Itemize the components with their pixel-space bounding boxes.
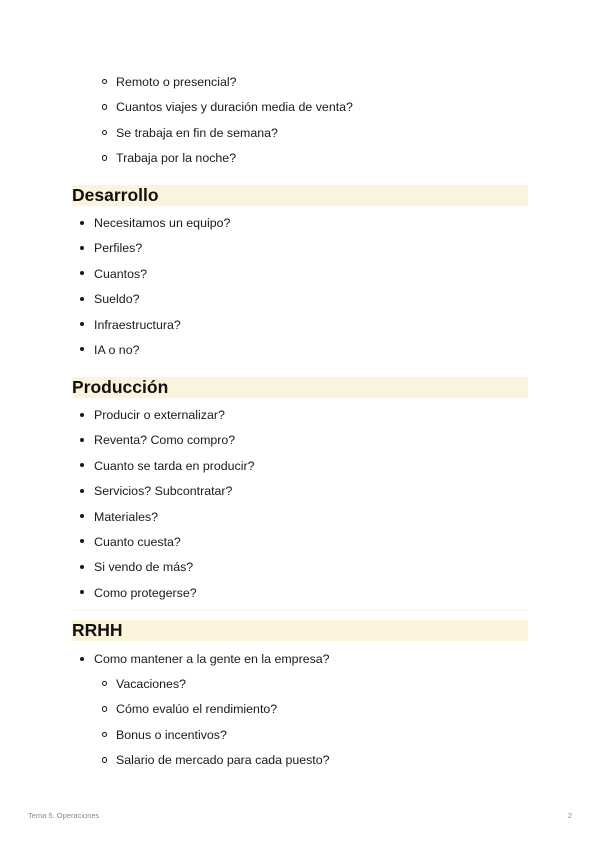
list-item-text: Cuantos? bbox=[94, 266, 148, 281]
top-sublist bbox=[102, 73, 353, 175]
disc-bullet-icon bbox=[80, 246, 84, 250]
section-heading-produccion: Producción bbox=[72, 377, 528, 398]
list-item-text: Si vendo de más? bbox=[94, 560, 194, 575]
circle-bullet-icon bbox=[102, 104, 107, 109]
list-item bbox=[80, 341, 230, 366]
list-item bbox=[80, 558, 255, 583]
footer-page-number: 2 bbox=[567, 811, 572, 820]
list-item bbox=[80, 239, 230, 264]
list-item bbox=[80, 316, 230, 341]
disc-bullet-icon bbox=[80, 221, 84, 225]
list-item-text: Salario de mercado para cada puesto? bbox=[116, 753, 330, 768]
list-item-text: Infraestructura? bbox=[94, 317, 181, 332]
footer-document-title: Tema 5. Operaciones bbox=[28, 811, 100, 820]
rrhh-sublist bbox=[102, 675, 330, 777]
list-item-text: Necesitamos un equipo? bbox=[94, 216, 231, 230]
circle-bullet-icon bbox=[102, 732, 107, 737]
list-item-text: IA o no? bbox=[94, 342, 140, 357]
list-item-text: Sueldo? bbox=[94, 292, 140, 307]
disc-bullet-icon bbox=[80, 347, 84, 351]
list-item bbox=[102, 149, 353, 174]
disc-bullet-icon bbox=[80, 514, 84, 518]
list-item bbox=[80, 265, 230, 290]
desarrollo-list bbox=[80, 214, 230, 366]
section-heading-desarrollo: Desarrollo bbox=[72, 185, 528, 206]
list-item bbox=[80, 584, 255, 609]
list-item bbox=[102, 675, 330, 700]
list-item bbox=[80, 508, 255, 533]
list-item bbox=[80, 431, 255, 456]
disc-bullet-icon bbox=[80, 297, 84, 301]
list-item bbox=[102, 726, 330, 751]
list-item bbox=[102, 73, 353, 98]
list-item-text: Como protegerse? bbox=[94, 585, 197, 600]
disc-bullet-icon bbox=[80, 489, 84, 493]
list-item bbox=[80, 650, 330, 675]
disc-bullet-icon bbox=[80, 438, 84, 442]
produccion-list bbox=[80, 406, 255, 609]
disc-bullet-icon bbox=[80, 565, 84, 569]
list-item-text: Cómo evalúo el rendimiento? bbox=[116, 702, 278, 717]
list-item bbox=[102, 98, 353, 123]
circle-bullet-icon bbox=[102, 706, 107, 711]
list-item-text: Vacaciones? bbox=[116, 677, 187, 691]
list-item bbox=[80, 533, 255, 558]
circle-bullet-icon bbox=[102, 155, 107, 160]
list-item bbox=[102, 124, 353, 149]
list-item bbox=[80, 406, 255, 431]
disc-bullet-icon bbox=[80, 271, 84, 275]
list-item-text: Producir o externalizar? bbox=[94, 408, 225, 422]
list-item-text: Cuantos viajes y duración media de venta? bbox=[116, 100, 353, 115]
list-item-text: Cuanto se tarda en producir? bbox=[94, 458, 255, 473]
list-item-text: Servicios? Subcontratar? bbox=[94, 484, 233, 499]
list-item-text: Reventa? Como compro? bbox=[94, 433, 236, 448]
section-heading-rrhh: RRHH bbox=[72, 620, 528, 641]
disc-bullet-icon bbox=[80, 413, 84, 417]
list-item bbox=[102, 700, 330, 725]
list-item-text: Como mantener a la gente en la empresa? bbox=[94, 652, 330, 666]
disc-bullet-icon bbox=[80, 322, 84, 326]
list-item-text: Perfiles? bbox=[94, 241, 143, 256]
section-divider bbox=[72, 610, 528, 611]
list-item bbox=[102, 751, 330, 776]
list-item bbox=[80, 457, 255, 482]
circle-bullet-icon bbox=[102, 130, 107, 135]
rrhh-list bbox=[80, 650, 330, 675]
list-item-text: Trabaja por la noche? bbox=[116, 151, 237, 166]
list-item-text: Cuanto cuesta? bbox=[94, 534, 181, 549]
disc-bullet-icon bbox=[80, 539, 84, 543]
disc-bullet-icon bbox=[80, 463, 84, 467]
list-item-text: Bonus o incentivos? bbox=[116, 727, 227, 742]
list-item bbox=[80, 214, 230, 239]
list-item-text: Se trabaja en fin de semana? bbox=[116, 125, 278, 140]
list-item-text: Materiales? bbox=[94, 509, 159, 524]
circle-bullet-icon bbox=[102, 681, 107, 686]
list-item bbox=[80, 482, 255, 507]
disc-bullet-icon bbox=[80, 657, 84, 661]
list-item-text: Remoto o presencial? bbox=[116, 75, 237, 89]
circle-bullet-icon bbox=[102, 79, 107, 84]
list-item bbox=[80, 290, 230, 315]
circle-bullet-icon bbox=[102, 757, 107, 762]
disc-bullet-icon bbox=[80, 590, 84, 594]
